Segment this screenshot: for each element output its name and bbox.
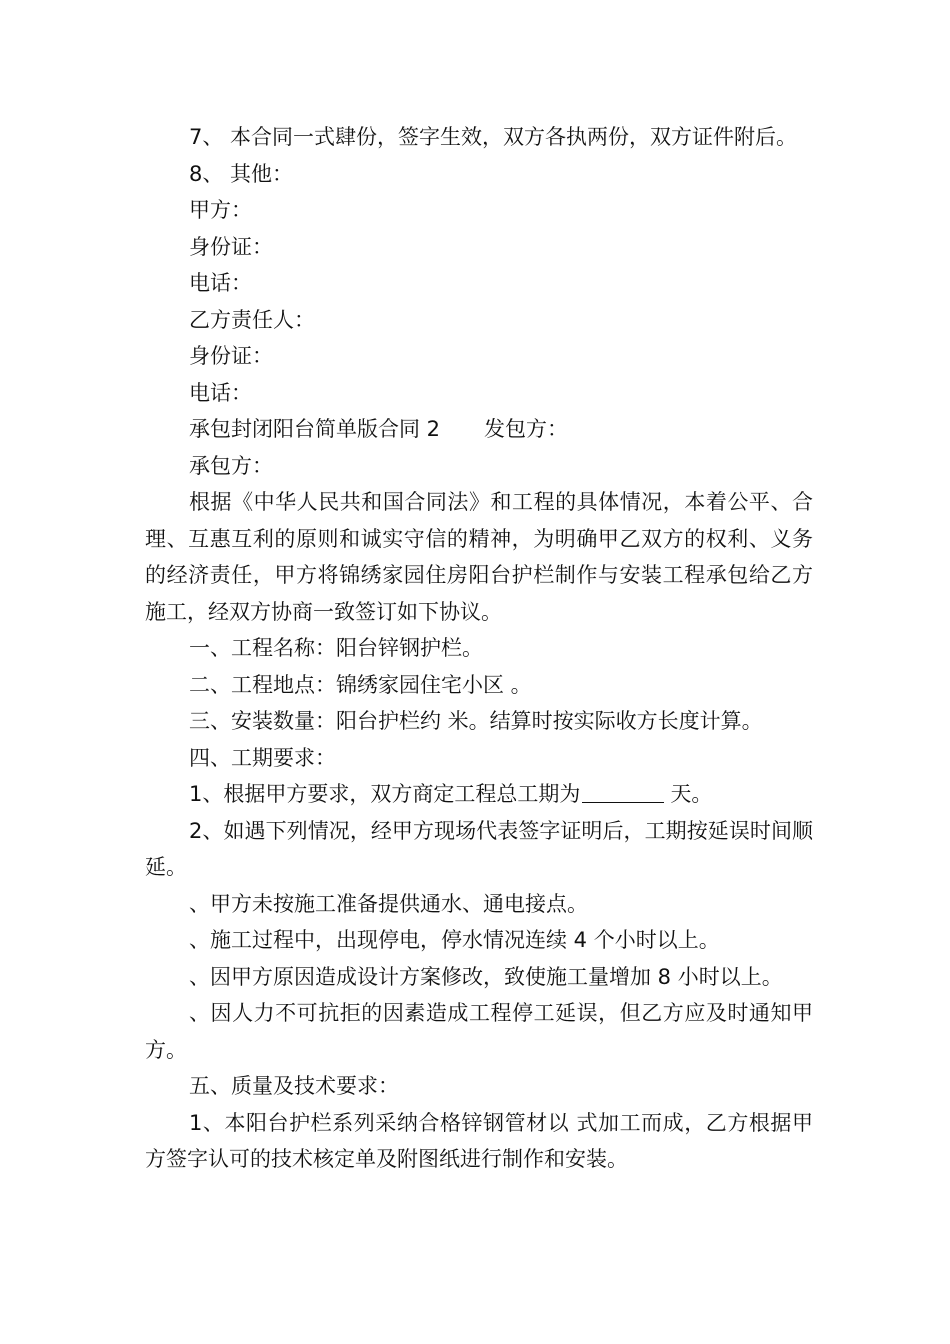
party-b-responsible-label: 乙方责任人： xyxy=(189,307,315,332)
party-a-id-label: 身份证： xyxy=(189,234,273,259)
employer-label: 发包方： xyxy=(484,417,569,441)
delay-case-3: 、因甲方原因造成设计方案修改，致使施工量增加 8 小时以上。 xyxy=(189,964,783,989)
days-blank-line xyxy=(582,782,664,803)
contract-2-heading xyxy=(145,411,813,448)
clause-8: 8、 其他： xyxy=(189,161,294,186)
schedule-item-1-suffix: 天。 xyxy=(670,782,713,806)
contract-2-title: 承包封闭阳台简单版合同 2 xyxy=(189,417,441,441)
delay-case-2: 、施工过程中，出现停电，停水情况连续 4 个小时以上。 xyxy=(189,928,720,952)
delay-case-4: 、因人力不可抗拒的因素造成工程停工延误，但乙方应及时通知甲方。 xyxy=(145,1001,813,1062)
schedule-item-1 xyxy=(145,776,813,813)
party-a-label: 甲方： xyxy=(189,198,252,222)
party-b-id-label: 身份证： xyxy=(189,344,273,368)
party-a-phone-label: 电话： xyxy=(189,271,252,295)
preamble-paragraph: 根据《中华人民共和国合同法》和工程的具体情况，本着公平、合理、互惠互利的原则和诚实守信的精神，为明确甲乙双方的权利、义务的经济责任，甲方将锦绣家园住房阳台护栏制作与安装工程承包给乙方施工，经双方协商一致签订如下协议。 xyxy=(145,490,813,624)
contractor-label: 承包方： xyxy=(189,453,273,478)
quality-item-1: 1、本阳台护栏系列采纳合格锌钢管材以 式加工而成，乙方根据甲方签字认可的技术核定单及附图纸进行制作和安装。 xyxy=(145,1110,813,1171)
section-1-project-name: 一、工程名称：阳台锌钢护栏。 xyxy=(189,636,483,660)
delay-case-1: 、甲方未按施工准备提供通水、通电接点。 xyxy=(189,891,588,916)
section-2-project-location: 二、工程地点：锦绣家园住宅小区 。 xyxy=(189,672,532,697)
schedule-item-1-text: 1、根据甲方要求，双方商定工程总工期为 xyxy=(189,782,581,806)
section-4-schedule: 四、工期要求： xyxy=(189,745,336,770)
schedule-item-2: 2、如遇下列情况，经甲方现场代表签字证明后，工期按延误时间顺延。 xyxy=(145,818,813,879)
clause-7: 7、 本合同一式肆份，签字生效，双方各执两份，双方证件附后。 xyxy=(189,125,798,149)
party-b-phone-label: 电话： xyxy=(189,380,252,405)
section-3-quantity: 三、安装数量：阳台护栏约 米。结算时按实际收方长度计算。 xyxy=(189,709,763,733)
section-5-quality: 五、质量及技术要求： xyxy=(189,1074,399,1098)
document-body xyxy=(145,119,813,1178)
